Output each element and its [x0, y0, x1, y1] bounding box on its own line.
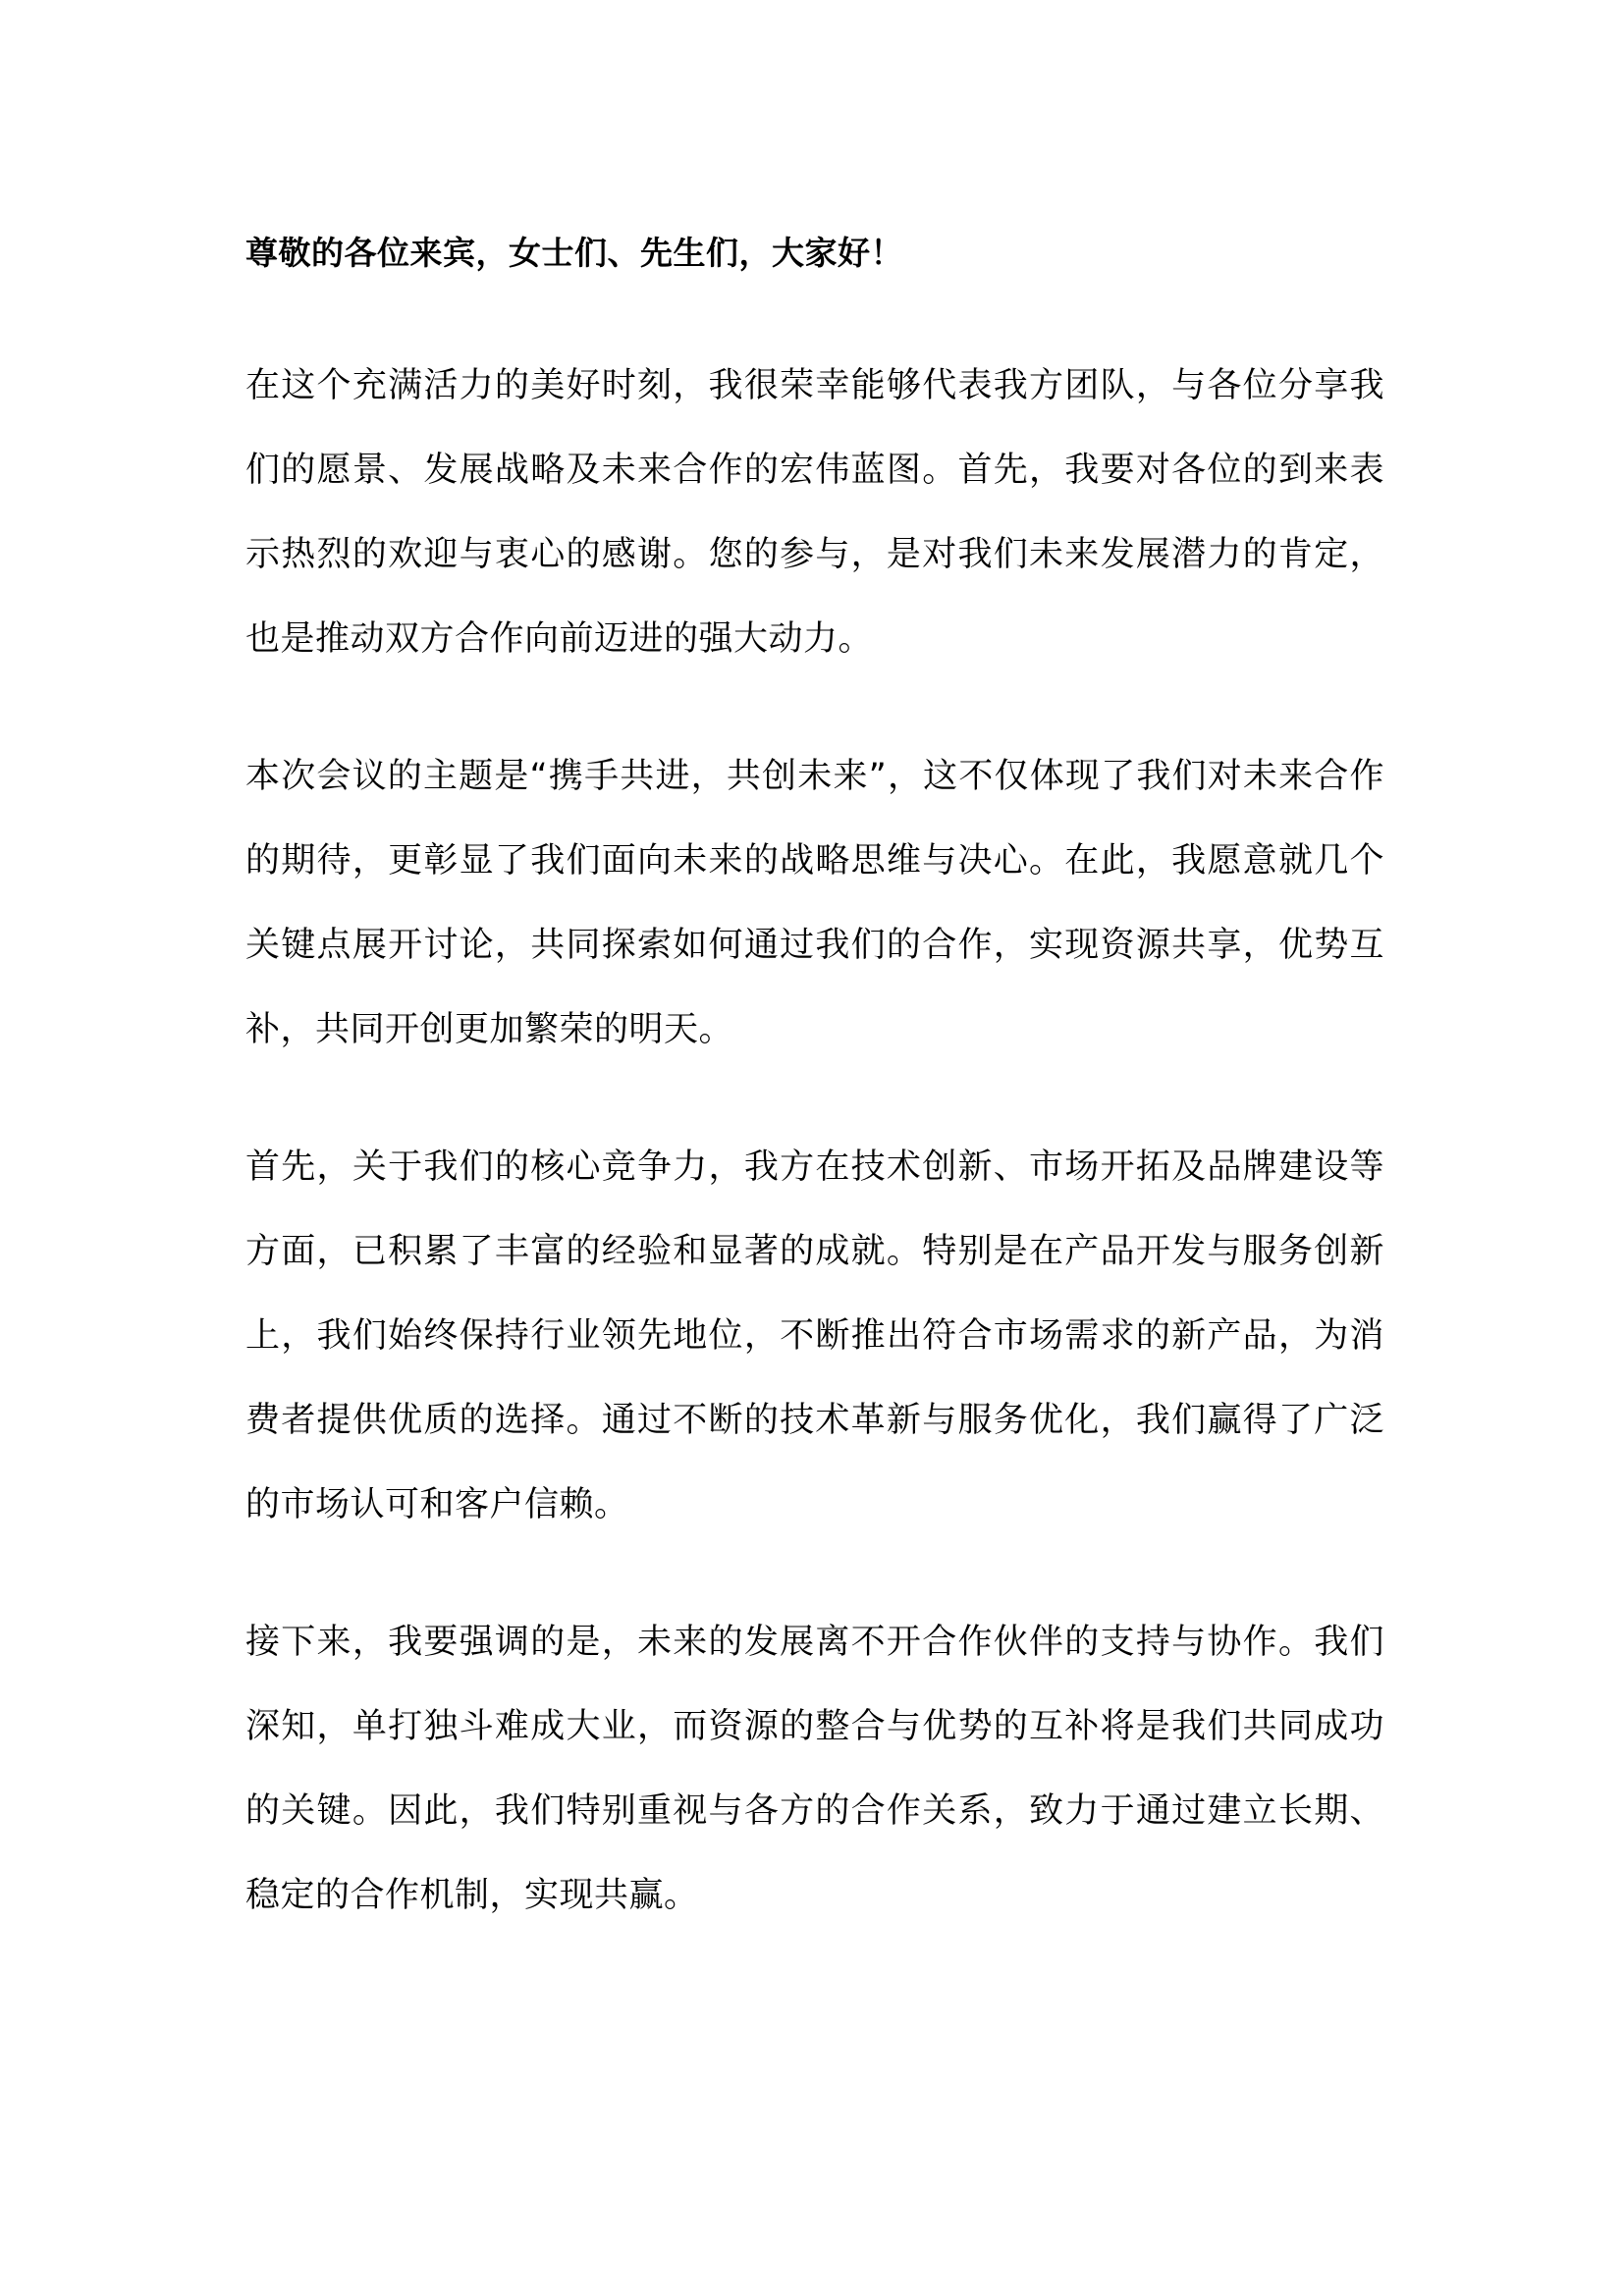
paragraph-theme: 本次会议的主题是“携手共进，共创未来”，这不仅体现了我们对未来合作的期待，更彰显了我们面向未来的战略思维与决心。在此，我愿意就几个关键点展开讨论，共同探索如何通过我们的合作，实现资源共享，优势互补，共同开创更加繁荣的明天。 [245, 757, 1384, 1049]
speech-body [245, 224, 1384, 1991]
paragraph-cooperation: 接下来，我要强调的是，未来的发展离不开合作伙伴的支持与协作。我们深知，单打独斗难成大业，而资源的整合与优势的互补将是我们共同成功的关键。因此，我们特别重视与各方的合作关系，致力于通过建立长期、稳定的合作机制，实现共赢。 [245, 1623, 1384, 1915]
greeting-heading: 尊敬的各位来宾，女士们、先生们，大家好！ [245, 234, 903, 272]
paragraph-welcome: 在这个充满活力的美好时刻，我很荣幸能够代表我方团队，与各位分享我们的愿景、发展战略及未来合作的宏伟蓝图。首先，我要对各位的到来表示热烈的欢迎与衷心的感谢。您的参与，是对我们未来发展潜力的肯定，也是推动双方合作向前迈进的强大动力。 [245, 366, 1384, 659]
paragraph-core-competitiveness: 首先，关于我们的核心竞争力，我方在技术创新、市场开拓及品牌建设等方面，已积累了丰富的经验和显著的成就。特别是在产品开发与服务创新上，我们始终保持行业领先地位，不断推出符合市场需求的新产品，为消费者提供优质的选择。通过不断的技术革新与服务优化，我们赢得了广泛的市场认可和客户信赖。 [245, 1148, 1384, 1524]
